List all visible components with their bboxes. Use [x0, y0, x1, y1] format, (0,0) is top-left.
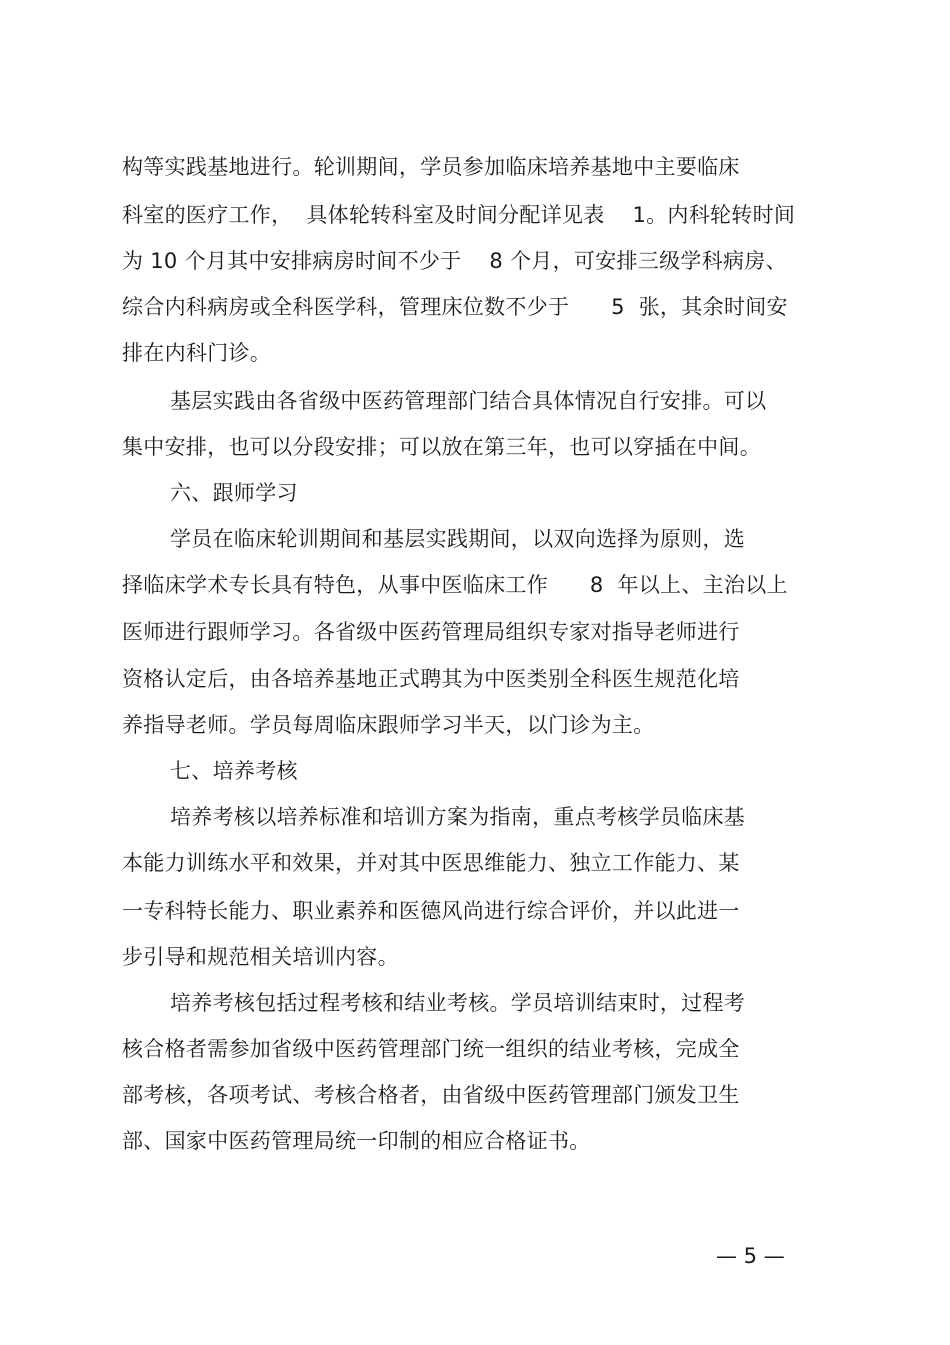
section-heading-assessment: 七、培养考核 [170, 759, 298, 783]
section-heading-mentorship: 六、跟师学习 [170, 481, 298, 505]
body-line-11: 医师进行跟师学习。各省级中医药管理局组织专家对指导老师进行 [122, 620, 740, 644]
body-line-17: 一专科特长能力、职业素养和医德风尚进行综合评价，并以此进一 [122, 899, 740, 923]
body-line-15: 培养考核以培养标准和培训方案为指南，重点考核学员临床基 [170, 805, 746, 829]
body-line-13: 养指导老师。学员每周临床跟师学习半天，以门诊为主。 [122, 713, 655, 737]
body-line-20: 核合格者需参加省级中医药管理部门统一组织的结业考核，完成全 [122, 1037, 740, 1061]
body-line-3: 为 10 个月其中安排病房时间不少于 8 个月，可安排三级学科病房、 [122, 249, 787, 273]
body-line-4: 综合内科病房或全科医学科，管理床位数不少于 5 张，其余时间安 [122, 295, 788, 319]
body-line-6: 基层实践由各省级中医药管理部门结合具体情况自行安排。可以 [170, 389, 767, 413]
body-line-7: 集中安排，也可以分段安排；可以放在第三年，也可以穿插在中间。 [122, 435, 761, 459]
body-line-16: 本能力训练水平和效果，并对其中医思维能力、独立工作能力、某 [122, 851, 740, 875]
body-line-9: 学员在临床轮训期间和基层实践期间，以双向选择为原则，选 [170, 527, 746, 551]
page-number: — 5 — [716, 1244, 785, 1268]
body-line-21: 部考核，各项考试、考核合格者，由省级中医药管理部门颁发卫生 [122, 1083, 740, 1107]
body-line-2: 科室的医疗工作， 具体轮转科室及时间分配详见表 1。内科轮转时间 [122, 203, 796, 227]
body-line-1: 构等实践基地进行。轮训期间，学员参加临床培养基地中主要临床 [122, 155, 740, 179]
body-line-12: 资格认定后，由各培养基地正式聘其为中医类别全科医生规范化培 [122, 667, 740, 691]
body-line-19: 培养考核包括过程考核和结业考核。学员培训结束时，过程考 [170, 991, 746, 1015]
body-line-10: 择临床学术专长具有特色，从事中医临床工作 8 年以上、主治以上 [122, 573, 788, 597]
body-line-22: 部、国家中医药管理局统一印制的相应合格证书。 [122, 1129, 591, 1153]
body-line-18: 步引导和规范相关培训内容。 [122, 945, 399, 969]
body-line-5: 排在内科门诊。 [122, 341, 272, 365]
